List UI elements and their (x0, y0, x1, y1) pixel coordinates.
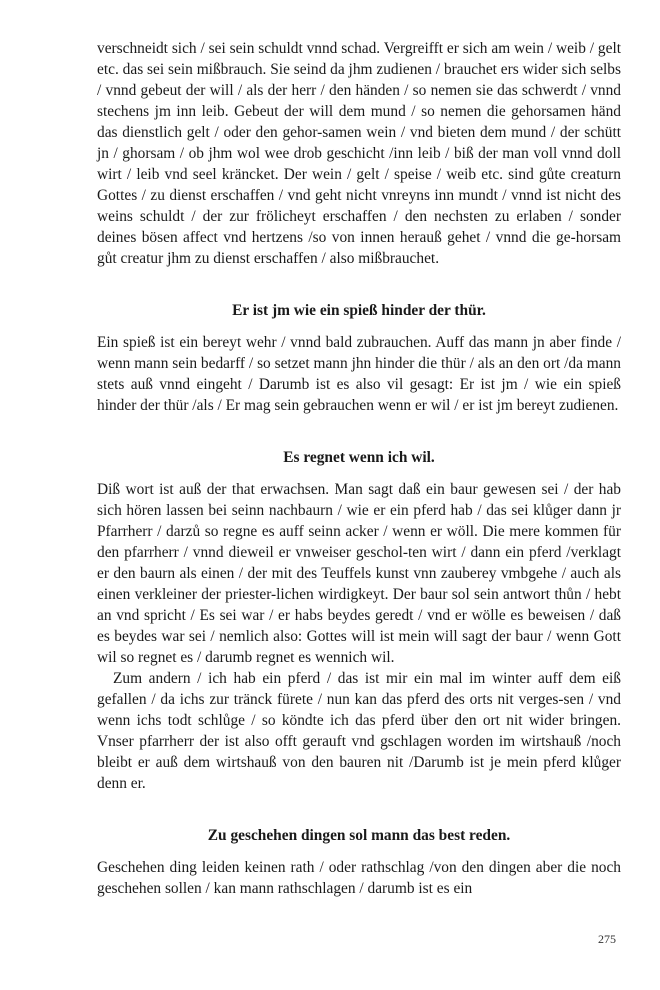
section-paragraph-geschehen: Geschehen ding leiden keinen rath / oder rathschlag /von den dingen aber die noch geschehen sollen / kan mann rathschlagen / darumb ist es ein (97, 859, 621, 897)
section-heading-spiess: Er ist jm wie ein spieß hinder der thür. (232, 302, 486, 319)
intro-paragraph: verschneidt sich / sei sein schuldt vnnd schad. Vergreifft er sich am wein / weib / gelt etc. das sei sein mißbrauch. Sie seind da jhm zudienen / brauchet ers wider sich selbs / vnnd gebeut der will / als der herr / den händen / so nemen sie das schwerdt / vnnd stechens jm inn leib. Gebeut der will dem mund / so nemen die gehorsamen händ das dienstlich gelt / oder den gehor-samen wein / vnd bieten dem mund / der schütt jn / ghorsam / ob jhm wol wee drob geschicht /inn leib / biß der man voll vnnd doll wirt / leib vnd seel kräncket. Der wein / gelt / speise / weib etc. sind gůte creaturn Gottes / zu dienst erschaffen / vnd geht nicht vnreyns inn mundt / vnnd ist nicht des weins schuldt / der zur frölicheyt erschaffen / den nechsten zu erlaben / sonder deines bösen affect vnd hertzens /so von innen herauß gehet / vnnd die ge-horsam gůt creatur jhm zu dienst erschaffen / also mißbrauchet. (97, 40, 621, 267)
section-heading-geschehen: Zu geschehen dingen sol mann das best reden. (207, 827, 511, 844)
section-paragraph-regnet-1: Diß wort ist auß der that erwachsen. Man sagt daß ein baur gewesen sei / der hab sich hören lassen bei seinn nachbaurn / wie er ein pferd hab / das sei klůger dann jr Pfarrherr / darzů so regne es auff seinn acker / wenn er wöll. Die mere kommen für den pfarrherr / vnnd dieweil er vnweiser geschol-ten wirt / dann ein pferd /verklagt er den baurn als einen / der mit des Teuffels kunst vnn zauberey vmbgehe / auch als einen verkleiner der priester-lichen wirdigkeyt. Der baur sol sein antwort thůn / hebt an vnd spricht / Es sei war / er habs beydes geredt / vnd er wölle es beweisen / daß es beydes war sei / nemlich also: Gottes will ist mein will sagt der baur / wenn Gott wil so regnet es / darumb regnet es wennich wil. (97, 481, 621, 666)
section-paragraph-spiess: Ein spieß ist ein bereyt wehr / vnnd bald zubrauchen. Auff das mann jn aber finde / wenn mann sein bedarff / so setzet mann jhn hinder die thür / als an den ort /da mann stets auß vnnd eingeht / Darumb ist es also vil gesagt: Er ist jm / wie ein spieß hinder der thür /als / Er mag sein gebrauchen wenn er wil / er ist jm bereyt zudienen. (97, 334, 621, 414)
document-page (97, 38, 621, 899)
page-number: 275 (598, 932, 616, 946)
section-paragraph-regnet-2: Zum andern / ich hab ein pferd / das ist mir ein mal im winter auff dem eiß gefallen / da ichs zur tränck fürete / nun kan das pferd des orts nit verges-sen / vnd wenn ichs todt schlůge / so köndte ich das pferd über den ort nit wider bringen. Vnser pfarrherr der ist also offt gerauft vnd gschlagen worden im wirtshauß /noch bleibt er auß dem wirtshauß von den bauren nit /Darumb ist je mein pferd klůger denn er. (97, 670, 621, 792)
section-heading-regnet: Es regnet wenn ich wil. (283, 449, 435, 466)
